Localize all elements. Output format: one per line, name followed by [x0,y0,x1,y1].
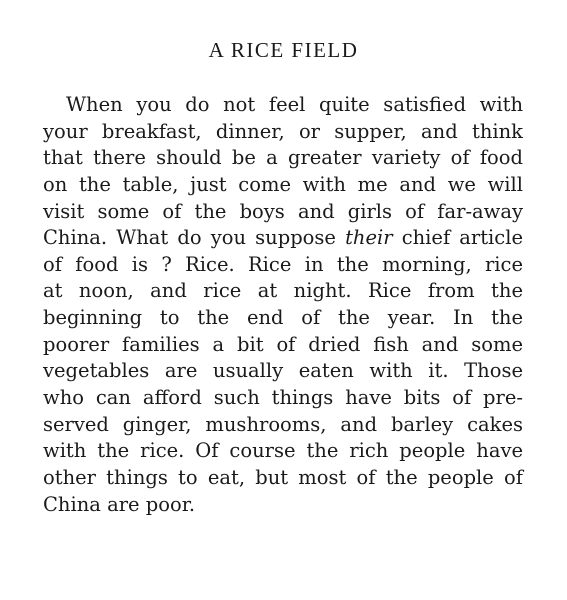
text-line: China are poor. [43,492,196,516]
text-line: visit some of the boys and girls of far-away [43,199,523,223]
text-line: of food is ? Rice. Rice in the morning, rice [43,252,523,276]
italic-word: their [345,226,393,250]
text-line: vegetables are usually eaten with it. Those [43,359,523,383]
text-line-with-italic [43,225,523,252]
text-line: at noon, and rice at night. Rice from the [43,279,523,303]
text-segment: chief article [392,226,523,250]
text-line: your breakfast, dinner, or supper, and think [43,119,523,143]
text-line: beginning to the end of the year. In the [43,306,523,330]
page-title: A RICE FIELD [208,38,359,62]
text-line: with the rice. Of course the rich people have [43,439,523,463]
text-line: other things to eat, but most of the people of [43,465,523,489]
text-segment: China. What do you suppose [43,226,346,250]
text-line: on the table, just come with me and we will [43,172,523,196]
text-line: that there should be a greater variety of food [43,146,523,170]
body-text [43,92,523,518]
text-line: who can afford such things have bits of pre- [43,386,523,410]
text-line: served ginger, mushrooms, and barley cakes [43,412,523,436]
text-line: poorer families a bit of dried fish and some [43,332,523,356]
text-line: When you do not feel quite satisfied with [66,93,523,116]
